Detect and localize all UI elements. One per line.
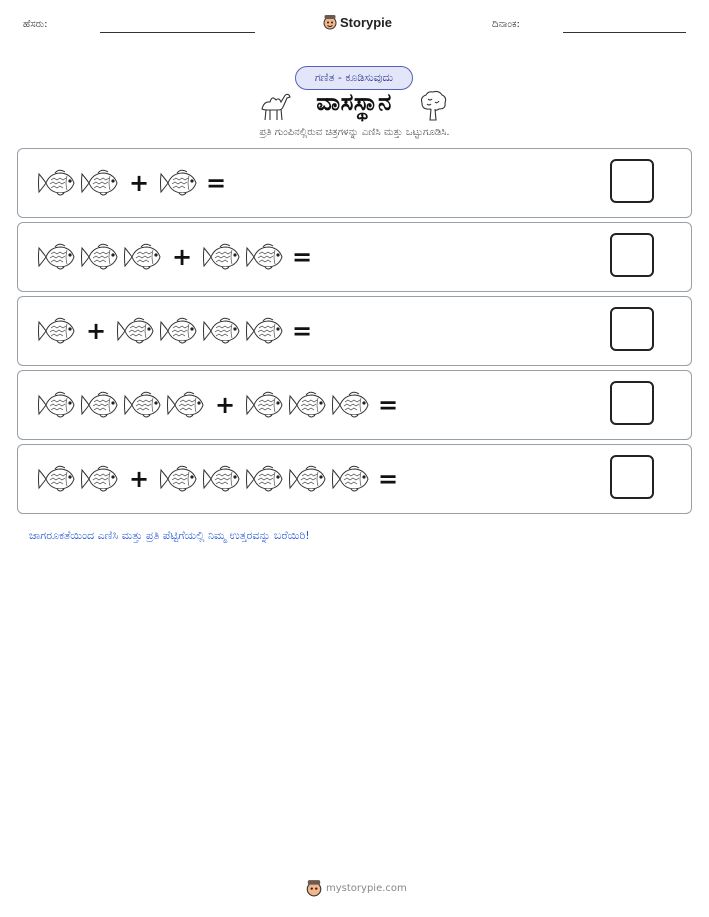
equals-sign: = <box>377 465 399 493</box>
fish-icon <box>122 390 162 420</box>
fish-icon <box>165 390 205 420</box>
date-line <box>563 32 686 33</box>
problem-row <box>17 370 692 440</box>
storypie-mascot-icon <box>323 14 337 30</box>
fish-icon <box>287 464 327 494</box>
subject-tag: ಗಣಿತ - ಕೂಡಿಸುವುದು <box>295 66 413 90</box>
problem-row <box>17 444 692 514</box>
plus-sign: + <box>171 243 193 271</box>
equals-sign: = <box>205 169 227 197</box>
right-group <box>201 242 287 272</box>
name-label: ಹೆಸರು: <box>23 19 48 30</box>
fish-icon <box>158 316 198 346</box>
brand-name: Storypie <box>340 14 393 30</box>
fish-icon <box>79 168 119 198</box>
footer-url: mystorypie.com <box>326 882 407 894</box>
equals-sign: = <box>291 243 313 271</box>
worksheet-header <box>0 12 709 40</box>
storypie-mascot-icon <box>306 879 322 897</box>
fish-icon <box>122 242 162 272</box>
left-group <box>36 390 208 420</box>
equation <box>36 149 235 217</box>
fish-icon <box>36 316 76 346</box>
fish-icon <box>79 242 119 272</box>
tree-icon <box>418 89 448 121</box>
fish-icon <box>36 390 76 420</box>
fish-icon <box>244 316 284 346</box>
fish-icon <box>36 464 76 494</box>
footer <box>306 879 407 897</box>
camel-icon <box>258 89 292 121</box>
problem-row <box>17 222 692 292</box>
plus-sign: + <box>128 465 150 493</box>
name-line <box>100 32 255 33</box>
problem-row <box>17 148 692 218</box>
fish-icon <box>36 168 76 198</box>
fish-icon <box>158 168 198 198</box>
fish-icon <box>36 242 76 272</box>
answer-box[interactable] <box>610 455 654 499</box>
fish-icon <box>115 316 155 346</box>
left-group <box>36 464 122 494</box>
right-group <box>158 464 373 494</box>
right-group <box>158 168 201 198</box>
equation <box>36 371 407 439</box>
fish-icon <box>201 242 241 272</box>
answer-box[interactable] <box>610 381 654 425</box>
plus-sign: + <box>214 391 236 419</box>
equation <box>36 445 407 513</box>
equation <box>36 223 321 291</box>
fish-icon <box>201 464 241 494</box>
answer-box[interactable] <box>610 307 654 351</box>
reminder-note: ಜಾಗರೂಕತೆಯಿಂದ ಎಣಿಸಿ ಮತ್ತು ಪ್ರತಿ ಪೆಟ್ಟಿಗೆಯಲ್ಲಿ ನಿಮ್ಮ ಉತ್ತರವನ್ನು ಬರೆಯಿರಿ! <box>29 529 310 542</box>
worksheet-title: ವಾಸಸ್ಥಾನ <box>316 88 392 116</box>
fish-icon <box>330 390 370 420</box>
answer-box[interactable] <box>610 159 654 203</box>
problem-row <box>17 296 692 366</box>
equals-sign: = <box>377 391 399 419</box>
fish-icon <box>244 242 284 272</box>
fish-icon <box>244 464 284 494</box>
left-group <box>36 242 165 272</box>
equals-sign: = <box>291 317 313 345</box>
fish-icon <box>201 316 241 346</box>
fish-icon <box>79 464 119 494</box>
brand-logo <box>323 14 392 30</box>
plus-sign: + <box>128 169 150 197</box>
answer-box[interactable] <box>610 233 654 277</box>
fish-icon <box>158 464 198 494</box>
fish-icon <box>79 390 119 420</box>
right-group <box>244 390 373 420</box>
fish-icon <box>330 464 370 494</box>
left-group <box>36 168 122 198</box>
instruction-text: ಪ್ರತಿ ಗುಂಪಿನಲ್ಲಿರುವ ಚಿತ್ರಗಳನ್ನು ಎಣಿಸಿ ಮತ್ತು ಒಟ್ಟುಗೂಡಿಸಿ. <box>259 127 450 138</box>
date-label: ದಿನಾಂಕ: <box>492 19 520 30</box>
fish-icon <box>244 390 284 420</box>
left-group <box>36 316 79 346</box>
fish-icon <box>287 390 327 420</box>
plus-sign: + <box>85 317 107 345</box>
right-group <box>115 316 287 346</box>
equation <box>36 297 321 365</box>
